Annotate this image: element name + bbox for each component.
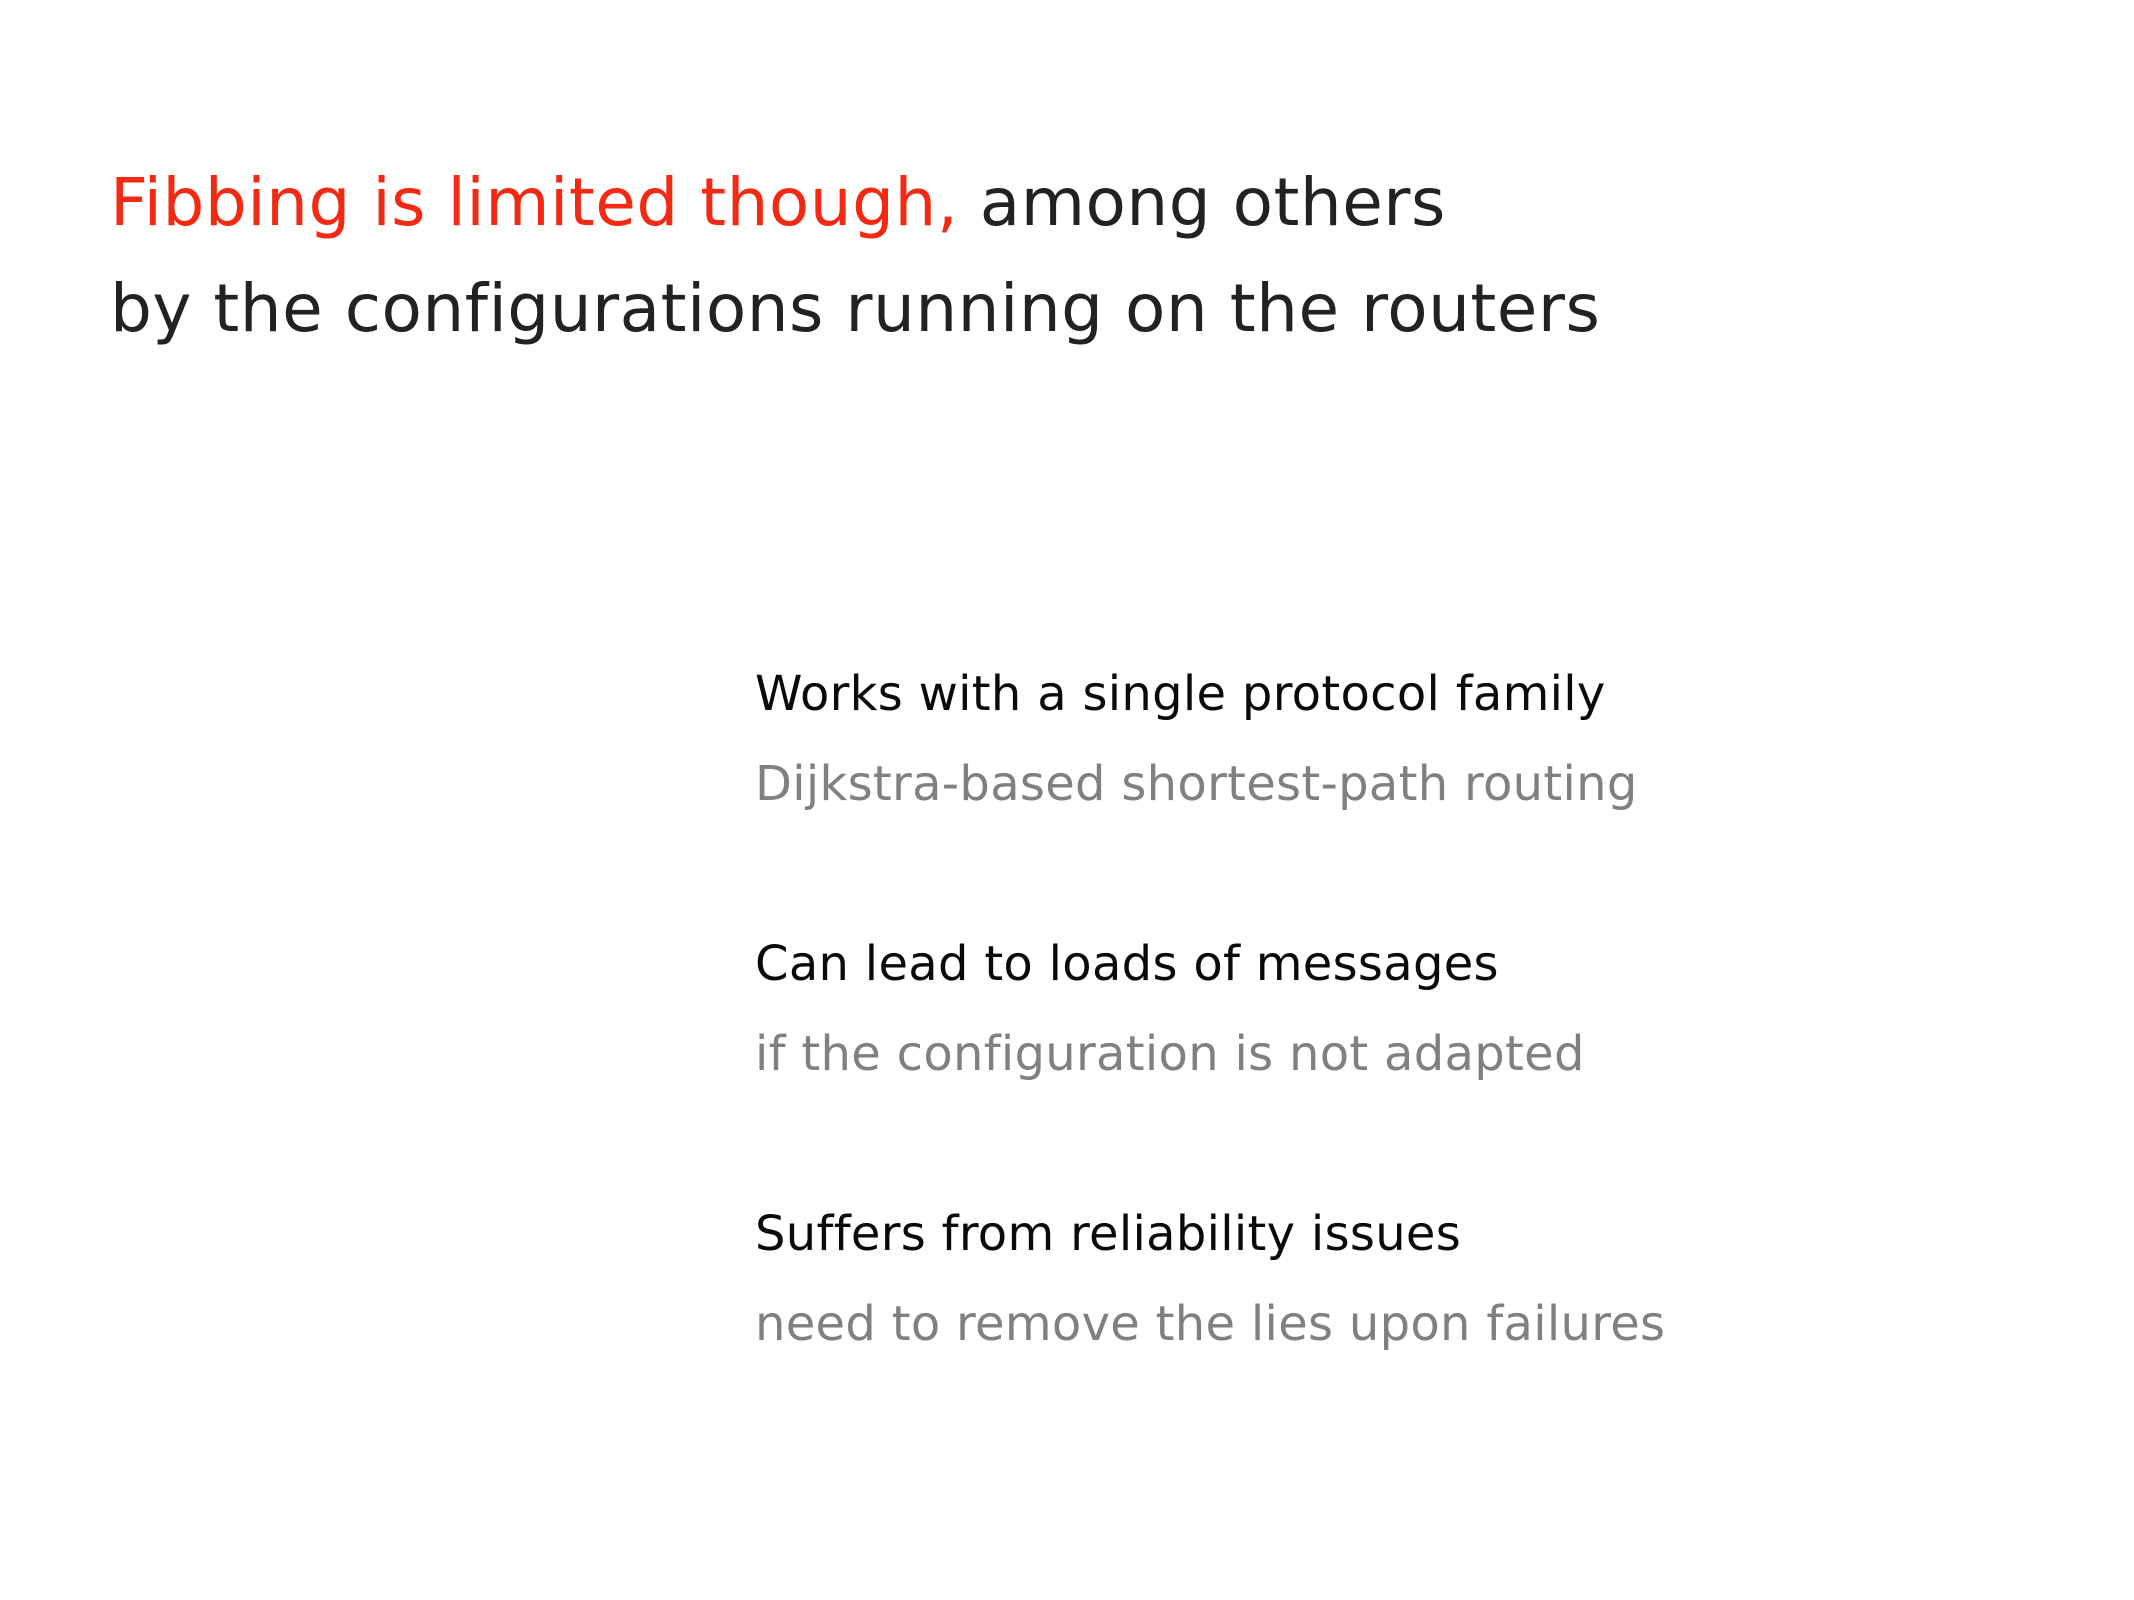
limitation-item [755,1205,1665,1353]
limitation-heading: Suffers from reliability issues [755,1206,1462,1262]
limitation-item [755,935,1585,1083]
limitation-detail: Dijkstra-based shortest-path routing [755,756,1638,812]
slide-title [110,150,1600,362]
slide-title-line-2: by the configurations running on the routers [110,270,1601,347]
slide-title-line-1 [110,150,1600,256]
slide-title-accent: Fibbing is limited though, [110,164,959,241]
limitation-item [755,665,1638,813]
slide-title-line-1-rest: among others [958,164,1446,241]
limitation-heading: Can lead to loads of messages [755,936,1499,992]
limitation-detail: need to remove the lies upon failures [755,1296,1666,1352]
limitation-detail: if the configuration is not adapted [755,1026,1585,1082]
limitation-heading: Works with a single protocol family [755,666,1606,722]
